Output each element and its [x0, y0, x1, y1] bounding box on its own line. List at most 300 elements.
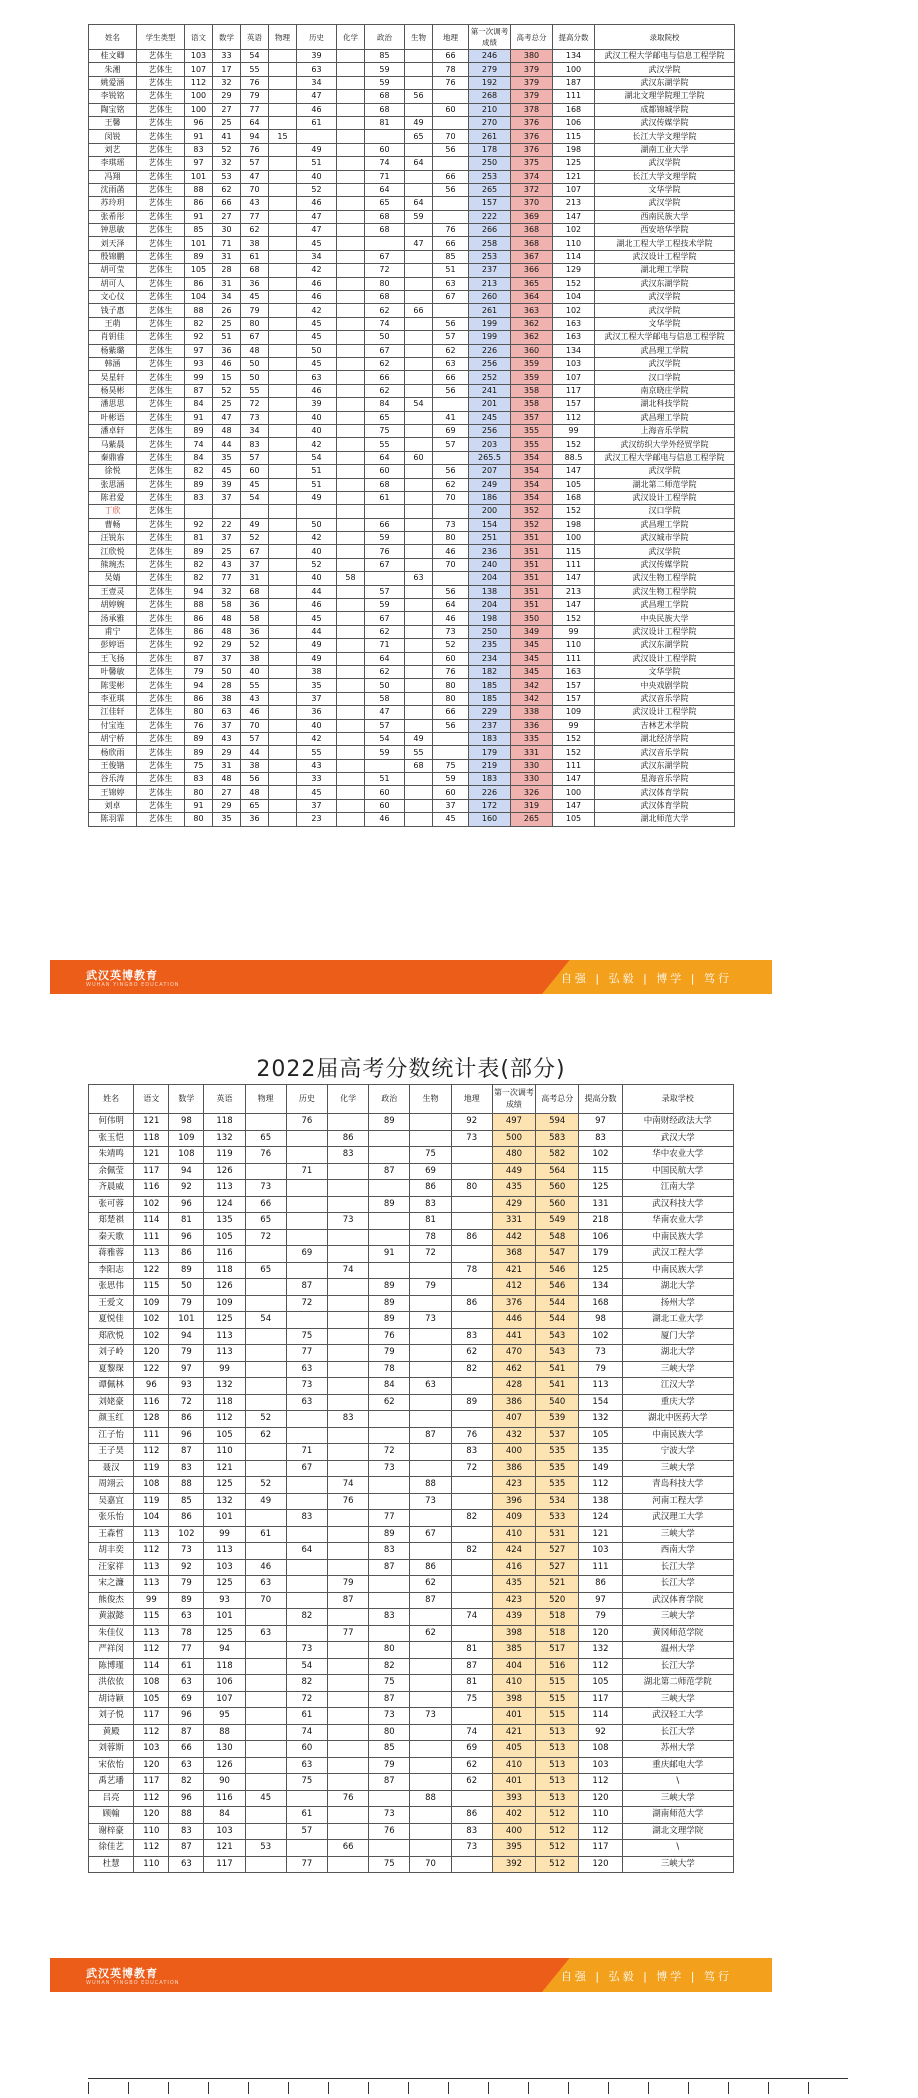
column-header: 生物: [405, 25, 433, 50]
score-cell: 97: [185, 344, 213, 357]
score-cell: [410, 1642, 451, 1659]
score-cell: 235: [469, 639, 511, 652]
table-row: [89, 813, 735, 826]
score-cell: 379: [511, 90, 553, 103]
score-cell: 354: [511, 478, 553, 491]
school-cell: 湖北工业大学: [622, 1312, 733, 1329]
score-cell: 86: [185, 197, 213, 210]
score-cell: [213, 505, 241, 518]
score-cell: [337, 424, 365, 437]
column-header: 化学: [337, 25, 365, 50]
score-cell: [405, 505, 433, 518]
score-cell: 54: [245, 1312, 286, 1329]
school-cell: 中南民族大学: [622, 1427, 733, 1444]
score-cell: 52: [245, 1477, 286, 1494]
table-row: [89, 224, 735, 237]
score-cell: [405, 665, 433, 678]
score-cell: 172: [469, 799, 511, 812]
score-cell: 112: [579, 1774, 622, 1791]
score-cell: 351: [511, 545, 553, 558]
student-name-cell: 黄殿: [89, 1724, 134, 1741]
score-cell: 74: [365, 157, 405, 170]
score-cell: 352: [511, 518, 553, 531]
score-cell: 102: [134, 1328, 169, 1345]
student-name-cell: 钱子惠: [89, 304, 137, 317]
table-row: [89, 1246, 734, 1263]
score-cell: 60: [433, 786, 469, 799]
score-cell: [410, 1741, 451, 1758]
school-cell: 宁波大学: [622, 1444, 733, 1461]
score-cell: 62: [451, 1757, 492, 1774]
student-name-cell: 陈君爱: [89, 491, 137, 504]
student-name-cell: 谭佩林: [89, 1378, 134, 1395]
score-cell: 112: [134, 1724, 169, 1741]
score-table-1-wrapper: [88, 24, 734, 827]
score-cell: 48: [213, 773, 241, 786]
score-cell: [269, 532, 297, 545]
score-cell: 147: [553, 599, 595, 612]
score-cell: 99: [134, 1592, 169, 1609]
score-cell: 51: [365, 773, 405, 786]
score-cell: [405, 679, 433, 692]
score-cell: [337, 130, 365, 143]
score-cell: 64: [286, 1543, 327, 1560]
score-cell: 546: [536, 1262, 579, 1279]
student-name-cell: 江子怡: [89, 1427, 134, 1444]
slogan: 自强 | 弘毅 | 博学 | 笃行: [560, 1970, 732, 1983]
score-cell: [433, 746, 469, 759]
brand-name: 武汉英博教育: [86, 969, 158, 982]
score-cell: 78: [410, 1229, 451, 1246]
score-cell: 86: [410, 1180, 451, 1197]
score-cell: [328, 1658, 369, 1675]
score-cell: 116: [204, 1246, 245, 1263]
score-cell: 83: [241, 438, 269, 451]
score-cell: 84: [204, 1807, 245, 1824]
score-cell: 艺体生: [137, 424, 185, 437]
score-cell: [451, 1856, 492, 1873]
score-cell: 40: [297, 719, 337, 732]
score-cell: 48: [213, 424, 241, 437]
score-cell: 168: [579, 1295, 622, 1312]
score-cell: 52: [241, 639, 269, 652]
score-cell: 86: [185, 277, 213, 290]
score-cell: 379: [511, 76, 553, 89]
score-cell: 73: [433, 625, 469, 638]
score-cell: 68: [365, 224, 405, 237]
score-cell: 89: [185, 424, 213, 437]
school-cell: 武汉体育学院: [595, 786, 735, 799]
score-cell: 72: [365, 264, 405, 277]
score-cell: 515: [536, 1691, 579, 1708]
score-cell: 108: [579, 1741, 622, 1758]
score-cell: 367: [511, 250, 553, 263]
score-cell: 59: [365, 63, 405, 76]
score-cell: [328, 1526, 369, 1543]
score-cell: 40: [297, 170, 337, 183]
student-name-cell: 胡可人: [89, 277, 137, 290]
score-cell: 109: [169, 1130, 204, 1147]
table-row: [89, 518, 735, 531]
score-cell: 87: [410, 1592, 451, 1609]
score-cell: 艺体生: [137, 197, 185, 210]
school-cell: 西南大学: [622, 1543, 733, 1560]
score-cell: 362: [511, 317, 553, 330]
school-cell: 文华学院: [595, 183, 735, 196]
score-cell: 500: [492, 1130, 535, 1147]
score-cell: 17: [213, 63, 241, 76]
score-cell: 101: [185, 170, 213, 183]
student-name-cell: 杜慧: [89, 1856, 134, 1873]
school-cell: 长江大学: [622, 1724, 733, 1741]
score-cell: 81: [451, 1642, 492, 1659]
score-cell: [405, 331, 433, 344]
score-cell: [328, 1444, 369, 1461]
score-cell: 154: [579, 1394, 622, 1411]
score-cell: 279: [469, 63, 511, 76]
score-cell: 87: [369, 1691, 410, 1708]
score-cell: 70: [433, 130, 469, 143]
score-cell: [269, 438, 297, 451]
score-cell: 183: [469, 773, 511, 786]
score-cell: 84: [369, 1378, 410, 1395]
score-cell: [337, 264, 365, 277]
score-cell: 125: [579, 1262, 622, 1279]
school-cell: 长江大学: [622, 1576, 733, 1593]
student-name-cell: 余佩莹: [89, 1163, 134, 1180]
score-cell: 84: [185, 451, 213, 464]
score-cell: 421: [492, 1262, 535, 1279]
score-cell: 70: [410, 1856, 451, 1873]
table-row: [89, 1576, 734, 1593]
score-cell: 87: [410, 1427, 451, 1444]
score-table-2-wrapper: [88, 1084, 734, 1873]
score-cell: [286, 1196, 327, 1213]
column-header: 录取院校: [595, 25, 735, 50]
score-cell: 37: [213, 532, 241, 545]
score-cell: 31: [213, 250, 241, 263]
score-cell: 583: [536, 1130, 579, 1147]
score-cell: 537: [536, 1427, 579, 1444]
student-name-cell: 陈羽霏: [89, 813, 137, 826]
score-cell: [433, 304, 469, 317]
score-cell: 147: [553, 799, 595, 812]
score-cell: 61: [286, 1807, 327, 1824]
score-cell: 37: [433, 799, 469, 812]
student-name-cell: 文心仪: [89, 291, 137, 304]
score-cell: 94: [204, 1642, 245, 1659]
score-cell: 艺体生: [137, 813, 185, 826]
column-header: 姓名: [89, 25, 137, 50]
column-header: 数学: [169, 1085, 204, 1114]
score-cell: [337, 505, 365, 518]
column-header: 物理: [245, 1085, 286, 1114]
score-cell: 25: [213, 545, 241, 558]
score-cell: 82: [185, 465, 213, 478]
score-cell: [365, 130, 405, 143]
score-cell: 49: [297, 491, 337, 504]
score-cell: 120: [579, 1790, 622, 1807]
score-cell: 393: [492, 1790, 535, 1807]
score-cell: 83: [286, 1510, 327, 1527]
score-cell: 560: [536, 1180, 579, 1197]
score-cell: 89: [369, 1279, 410, 1296]
table-row: [89, 1675, 734, 1692]
score-cell: [245, 1510, 286, 1527]
score-cell: [405, 344, 433, 357]
column-header: 姓名: [89, 1085, 134, 1114]
score-cell: 91: [185, 210, 213, 223]
score-cell: [269, 652, 297, 665]
score-cell: 79: [369, 1757, 410, 1774]
score-cell: 艺体生: [137, 773, 185, 786]
score-cell: 57: [433, 438, 469, 451]
score-cell: 103: [204, 1559, 245, 1576]
score-cell: [405, 478, 433, 491]
score-cell: 102: [169, 1526, 204, 1543]
score-cell: [405, 170, 433, 183]
score-cell: [328, 1757, 369, 1774]
score-cell: 376: [511, 130, 553, 143]
score-cell: 326: [511, 786, 553, 799]
brand-name: 武汉英博教育: [86, 1967, 158, 1980]
score-cell: 118: [204, 1658, 245, 1675]
score-cell: 70: [433, 558, 469, 571]
score-cell: 73: [369, 1460, 410, 1477]
student-name-cell: 刘艺: [89, 143, 137, 156]
school-cell: 华中农业大学: [622, 1147, 733, 1164]
score-cell: 358: [511, 384, 553, 397]
score-cell: 79: [328, 1576, 369, 1593]
score-cell: 73: [328, 1213, 369, 1230]
score-cell: 46: [297, 384, 337, 397]
score-cell: 80: [433, 692, 469, 705]
student-name-cell: 张思伟: [89, 1279, 134, 1296]
score-cell: 210: [469, 103, 511, 116]
score-cell: [337, 665, 365, 678]
score-cell: 59: [365, 76, 405, 89]
score-cell: [337, 773, 365, 786]
score-cell: [365, 759, 405, 772]
student-name-cell: 刘子悦: [89, 1708, 134, 1725]
score-cell: 187: [553, 76, 595, 89]
student-name-cell: 徐悦: [89, 465, 137, 478]
score-cell: 544: [536, 1312, 579, 1329]
score-cell: 515: [536, 1675, 579, 1692]
table-row: [89, 170, 735, 183]
score-cell: [405, 813, 433, 826]
table-row: [89, 706, 735, 719]
score-cell: 351: [511, 585, 553, 598]
score-cell: 423: [492, 1477, 535, 1494]
table-row: [89, 424, 735, 437]
score-cell: [405, 438, 433, 451]
table-row: [89, 264, 735, 277]
table-row: [89, 1196, 734, 1213]
score-cell: [337, 518, 365, 531]
score-cell: [269, 813, 297, 826]
school-cell: 武汉设计工程学院: [595, 652, 735, 665]
score-cell: 258: [469, 237, 511, 250]
student-name-cell: 秦鼎睿: [89, 451, 137, 464]
score-cell: 121: [204, 1460, 245, 1477]
score-cell: 83: [328, 1411, 369, 1428]
score-cell: 398: [492, 1691, 535, 1708]
student-name-cell: 洪依依: [89, 1675, 134, 1692]
score-cell: 62: [410, 1625, 451, 1642]
score-cell: 73: [410, 1708, 451, 1725]
score-cell: 99: [553, 424, 595, 437]
score-cell: [369, 1427, 410, 1444]
score-cell: 72: [286, 1691, 327, 1708]
school-cell: 湖北中医药大学: [622, 1411, 733, 1428]
score-cell: 艺体生: [137, 786, 185, 799]
score-cell: 401: [492, 1774, 535, 1791]
score-cell: 470: [492, 1345, 535, 1362]
score-cell: 69: [433, 424, 469, 437]
score-cell: 57: [241, 451, 269, 464]
score-cell: 96: [169, 1196, 204, 1213]
score-cell: 62: [433, 344, 469, 357]
score-cell: [269, 665, 297, 678]
score-cell: 112: [579, 1477, 622, 1494]
score-cell: [337, 532, 365, 545]
score-cell: 57: [241, 732, 269, 745]
score-cell: 57: [433, 331, 469, 344]
score-cell: [410, 1262, 451, 1279]
score-cell: [286, 1262, 327, 1279]
score-cell: 艺体生: [137, 625, 185, 638]
score-cell: 132: [579, 1411, 622, 1428]
score-cell: 39: [297, 50, 337, 63]
score-cell: 157: [469, 197, 511, 210]
score-cell: 36: [241, 625, 269, 638]
score-cell: 76: [241, 76, 269, 89]
score-cell: 66: [365, 518, 405, 531]
score-cell: 330: [511, 773, 553, 786]
score-cell: 268: [469, 90, 511, 103]
score-cell: [410, 1328, 451, 1345]
school-cell: 武汉设计工程学院: [595, 250, 735, 263]
score-cell: 73: [433, 518, 469, 531]
score-cell: 64: [433, 599, 469, 612]
score-cell: [405, 371, 433, 384]
score-cell: 104: [553, 291, 595, 304]
score-cell: [328, 1328, 369, 1345]
score-cell: 380: [511, 50, 553, 63]
score-cell: 77: [169, 1642, 204, 1659]
score-cell: [451, 1378, 492, 1395]
score-cell: 67: [241, 545, 269, 558]
school-cell: 吉林艺术学院: [595, 719, 735, 732]
table-row: [89, 545, 735, 558]
score-cell: [337, 719, 365, 732]
table-row: [89, 599, 735, 612]
school-cell: 武汉学院: [595, 465, 735, 478]
table-row: [89, 1147, 734, 1164]
student-name-cell: 钟思敏: [89, 224, 137, 237]
score-cell: 艺体生: [137, 384, 185, 397]
score-cell: 36: [241, 599, 269, 612]
score-cell: 63: [213, 706, 241, 719]
score-cell: 艺体生: [137, 759, 185, 772]
score-cell: [328, 1196, 369, 1213]
table-1-header-row: [89, 25, 735, 50]
student-name-cell: 陈博瑾: [89, 1658, 134, 1675]
score-cell: 56: [433, 719, 469, 732]
table-row: [89, 1708, 734, 1725]
score-cell: 艺体生: [137, 679, 185, 692]
score-cell: 513: [536, 1774, 579, 1791]
score-cell: 81: [451, 1675, 492, 1692]
score-cell: 71: [286, 1163, 327, 1180]
student-name-cell: 聂汉: [89, 1460, 134, 1477]
school-cell: 重庆大学: [622, 1394, 733, 1411]
score-cell: 62: [365, 665, 405, 678]
score-cell: 129: [553, 264, 595, 277]
score-cell: 59: [433, 773, 469, 786]
score-cell: [410, 1543, 451, 1560]
brand-english: WUHAN YINGBO EDUCATION: [86, 1980, 180, 1986]
score-cell: 艺体生: [137, 665, 185, 678]
score-cell: [269, 719, 297, 732]
score-cell: 41: [433, 411, 469, 424]
score-cell: 442: [492, 1229, 535, 1246]
table-row: [89, 237, 735, 250]
score-cell: 92: [185, 518, 213, 531]
school-cell: 重庆邮电大学: [622, 1757, 733, 1774]
student-name-cell: 徐佳艺: [89, 1840, 134, 1857]
score-cell: 112: [134, 1840, 169, 1857]
score-cell: [269, 116, 297, 129]
score-cell: 36: [297, 706, 337, 719]
score-cell: [269, 250, 297, 263]
score-cell: 157: [553, 679, 595, 692]
score-cell: 74: [365, 317, 405, 330]
score-cell: [405, 786, 433, 799]
score-cell: 56: [241, 773, 269, 786]
score-cell: 艺体生: [137, 518, 185, 531]
student-name-cell: 汪锐东: [89, 532, 137, 545]
score-cell: 37: [213, 719, 241, 732]
score-cell: 544: [536, 1295, 579, 1312]
score-cell: [328, 1823, 369, 1840]
column-header: 政治: [369, 1085, 410, 1114]
score-cell: [269, 170, 297, 183]
score-cell: [337, 679, 365, 692]
score-cell: 88: [185, 304, 213, 317]
score-cell: 354: [511, 465, 553, 478]
score-cell: 109: [204, 1295, 245, 1312]
score-cell: 44: [297, 625, 337, 638]
score-cell: 149: [579, 1460, 622, 1477]
column-header: 英语: [241, 25, 269, 50]
student-name-cell: 杨昊彬: [89, 384, 137, 397]
score-cell: 428: [492, 1378, 535, 1395]
score-cell: [369, 1229, 410, 1246]
score-cell: 76: [328, 1790, 369, 1807]
score-cell: [405, 773, 433, 786]
score-cell: 82: [169, 1774, 204, 1791]
score-cell: 49: [405, 732, 433, 745]
table-row: [89, 344, 735, 357]
score-cell: 370: [511, 197, 553, 210]
school-cell: 长江大学: [622, 1559, 733, 1576]
score-cell: [410, 1658, 451, 1675]
score-cell: 74: [451, 1609, 492, 1626]
score-cell: 152: [553, 732, 595, 745]
score-cell: 103: [185, 50, 213, 63]
